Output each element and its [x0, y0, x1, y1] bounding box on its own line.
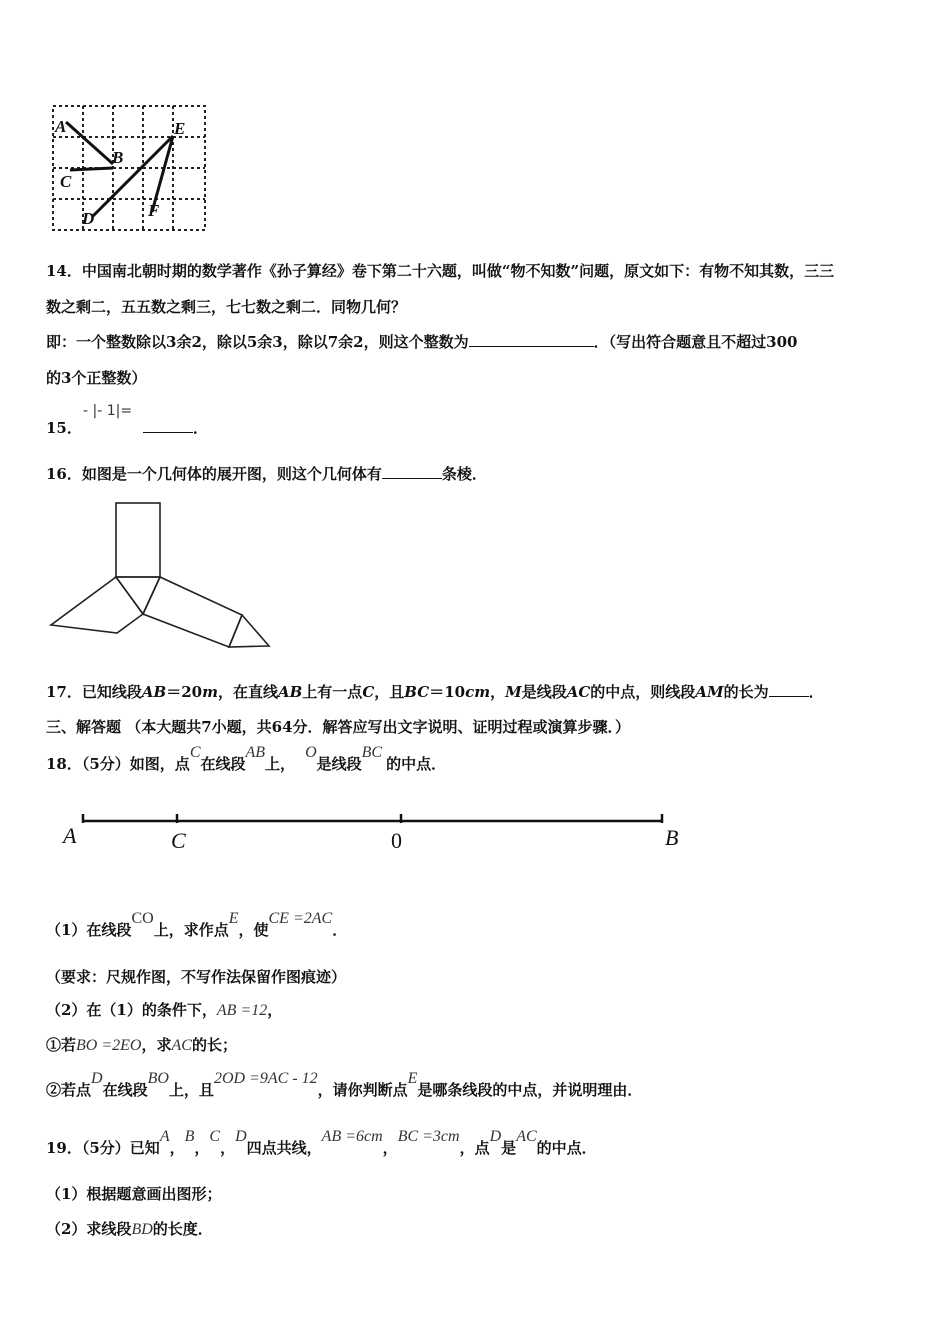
line-label-c: C: [171, 828, 186, 853]
q18-stem: 18．（5分）如图，点C在线段AB上，O是线段BC的中点．: [46, 744, 447, 773]
label-f: F: [148, 201, 160, 220]
line-label-b: B: [665, 825, 679, 850]
segment-cb: [70, 168, 113, 170]
q14-line3: [46, 332, 797, 352]
q15-answer: [143, 418, 208, 438]
label-e: E: [174, 119, 186, 138]
q16-text-b: 条棱．: [441, 465, 487, 483]
section-3-heading: 三、解答题 （本大题共7小题，共64分．解答应写出文字说明、证明过程或演算步骤．）: [46, 718, 631, 736]
label-d: D: [82, 209, 95, 228]
q19-stem: 19．（5分）已知A，B，C，D四点共线，AB =6cm，BC =3cm，点D是AC的中点．: [46, 1128, 597, 1157]
q19-part1: （1）根据题意画出图形；: [46, 1185, 222, 1203]
q15-end: ．: [193, 419, 209, 437]
q14-line4: 的3个正整数）: [46, 369, 147, 387]
q14-line3-a: 即：一个整数除以3余2，除以5余3，除以7余2，则这个整数为: [46, 333, 469, 351]
q16-answer-blank[interactable]: [382, 464, 442, 479]
q16-text-a: 16．如图是一个几何体的展开图，则这个几何体有: [46, 465, 382, 483]
net-figure: [40, 495, 280, 670]
q18-part1: （1）在线段CO上，求作点E，使CE =2AC．: [46, 910, 348, 939]
q18-case1: ①若BO =2EO，求AC的长；: [46, 1036, 237, 1054]
line-label-o: 0: [391, 828, 402, 853]
q14-line2: 数之剩二，五五数之剩三，七七数之剩二．同物几何？: [46, 298, 407, 316]
label-b: B: [112, 148, 124, 167]
label-a: A: [55, 117, 67, 136]
q17-answer-blank[interactable]: [769, 682, 809, 697]
line-label-a: A: [63, 823, 77, 848]
q14-line3-b: ．（写出符合题意且不超过300: [593, 333, 798, 351]
q14-answer-blank[interactable]: [469, 332, 594, 347]
grid-figure: [48, 100, 210, 236]
q17-text: 17．已知线段AB＝20m，在直线AB上有一点C，且BC＝10cm，M是线段AC的中点，则线段AM的长为 ．: [46, 683, 824, 701]
q18-line-figure: [55, 808, 695, 856]
label-c: C: [60, 172, 72, 191]
q18-case2: ②若点D在线段BO上，且2OD =9AC - 12，请你判断点E是哪条线段的中点，并说明理由．: [46, 1070, 643, 1099]
q18-requirement: （要求：尺规作图，不写作法保留作图痕迹）: [46, 968, 347, 986]
q19-part2: （2）求线段BD的长度．: [46, 1220, 213, 1238]
q14-line1: 14．中国南北朝时期的数学著作《孙子算经》卷下第二十六题，叫做“物不知数”问题，原文如下：有物不知其数，三三: [46, 262, 835, 280]
q16-text: [46, 464, 487, 484]
segment-ab: [66, 122, 113, 164]
q15-answer-blank[interactable]: [143, 418, 193, 433]
q18-part2: （2）在（1）的条件下，AB =12，: [46, 1001, 283, 1019]
q15-expression: - |- 1|=: [83, 403, 133, 419]
q15-number: 15．: [46, 419, 82, 437]
